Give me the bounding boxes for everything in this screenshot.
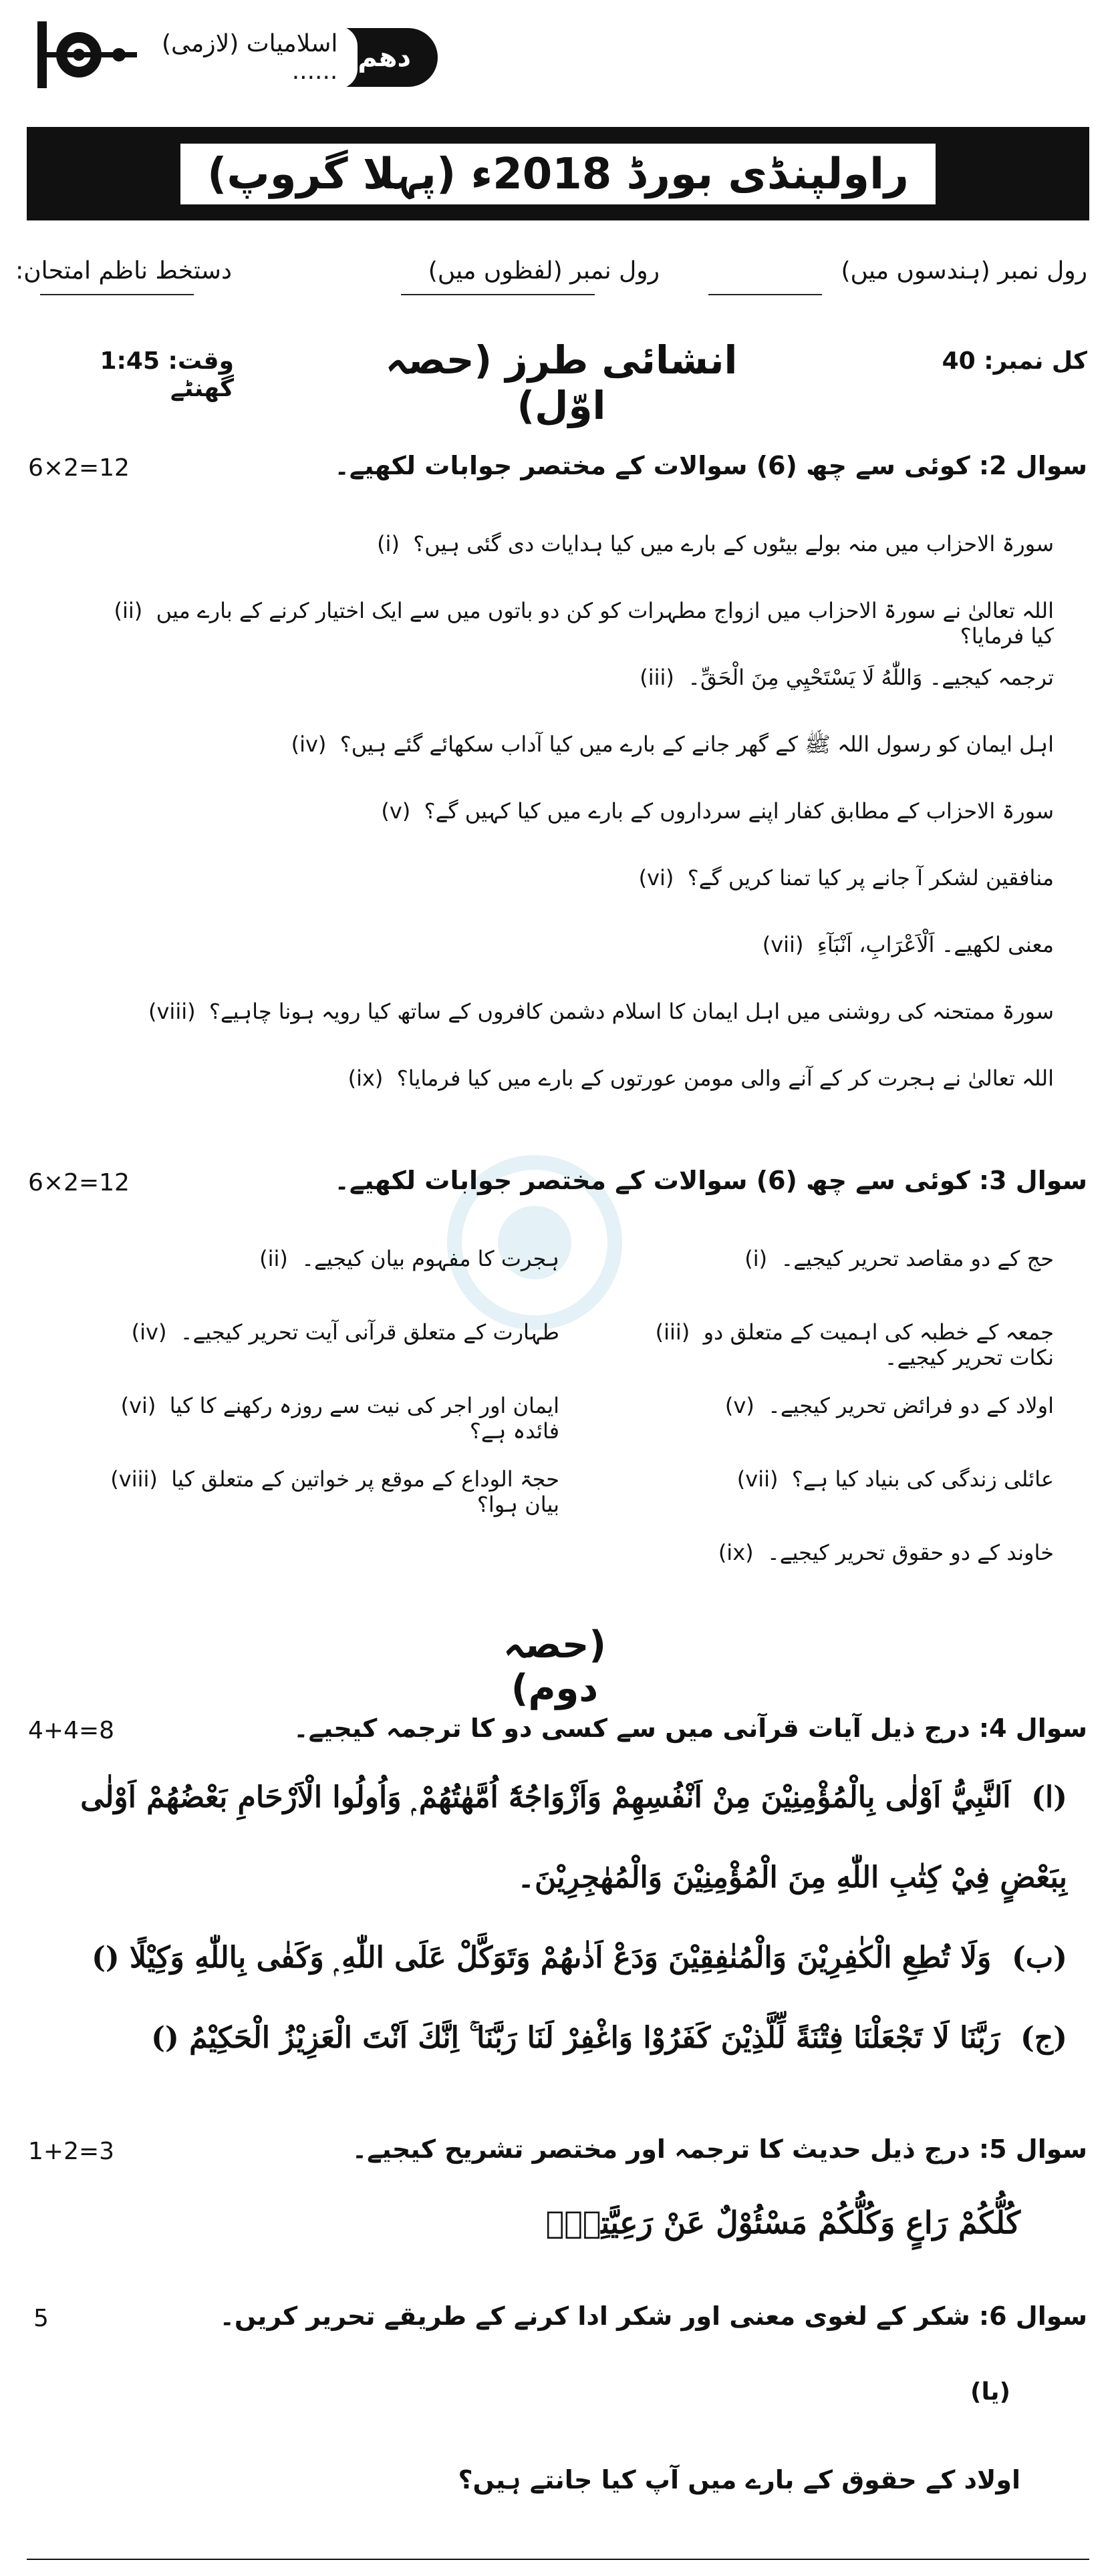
q3-item: (ix) خاوند کے دو حقوق تحریر کیجیے۔ xyxy=(718,1540,1054,1565)
roll-words-label: رول نمبر (لفظوں میں) xyxy=(428,257,660,285)
verse-a: (ا) اَلنَّبِيُّ اَوْلٰى بِالْمُؤْمِنِيْنَ مِنْ اَنْفُسِهِمْ وَاَزْوَاجُهٗٓ اُمَّهٰتُهُمْ ۭ وَاُولُوا الْاَرْحَامِ بَعْضُهُمْ اَوْلٰى xyxy=(80,1780,1067,1814)
q2-item: (ix) اللہ تعالیٰ نے ہجرت کر کے آنے والی مومن عورتوں کے بارے میں کیا فرمایا؟ xyxy=(347,1066,1054,1091)
subject-label: اسلامیات (لازمی) ...... xyxy=(137,26,358,89)
q2-item: (v) سورۃ الاحزاب کے مطابق کفار اپنے سرداروں کے بارے میں کیا کہیں گے؟ xyxy=(381,798,1054,824)
q2-item: (vii) معنی لکھیے۔ اَلْاَعْرَابِ، اَنْبَآءِ xyxy=(762,932,1054,957)
q3-marks: 6×2=12 xyxy=(28,1169,130,1196)
q3-item: (ii) ہجرت کا مفہوم بیان کیجیے۔ xyxy=(259,1246,559,1271)
ornament-icon xyxy=(32,15,152,95)
q3-item: (vii) عائلی زندگی کی بنیاد کیا ہے؟ xyxy=(736,1466,1054,1492)
roll-digits-label: رول نمبر (ہندسوں میں) xyxy=(841,257,1087,285)
total-marks: کل نمبر: 40 xyxy=(942,347,1087,375)
q2-marks: 6×2=12 xyxy=(28,454,130,482)
roll-digits-line[interactable] xyxy=(708,294,822,295)
q2-heading: سوال 2: کوئی سے چھ (6) سوالات کے مختصر جوابات لکھیے۔ xyxy=(334,451,1087,480)
examiner-sign-label: دستخط ناظم امتحان: xyxy=(15,257,232,285)
q5-heading: سوال 5: درج ذیل حدیث کا ترجمہ اور مختصر تشریح کیجیے۔ xyxy=(352,2134,1087,2164)
verse-c: (ج) رَبَّنَا لَا تَجْعَلْنَا فِتْنَةً لِّلَّذِيْنَ كَفَرُوْا وَاغْفِرْ لَنَا رَبَّنَا ۚ اِنَّكَ اَنْتَ الْعَزِيْزُ الْحَكِيْمُ () xyxy=(151,2021,1067,2055)
bottom-rule xyxy=(27,2559,1089,2560)
q3-item: (i) حج کے دو مقاصد تحریر کیجیے۔ xyxy=(744,1246,1054,1271)
board-title: راولپنڈی بورڈ 2018ء (پہلا گروپ) xyxy=(180,144,936,204)
q4-heading: سوال 4: درج ذیل آیات قرآنی میں سے کسی دو کا ترجمہ کیجیے۔ xyxy=(293,1714,1087,1743)
q6-alternative: اولاد کے حقوق کے بارے میں آپ کیا جانتے ہیں؟ xyxy=(458,2465,1020,2494)
q6-heading: سوال 6: شکر کے لغوی معنی اور شکر ادا کرنے کے طریقے تحریر کریں۔ xyxy=(219,2301,1087,2331)
q3-item: (vi) ایمان اور اجر کی نیت سے روزہ رکھنے کا کیا فائدہ ہے؟ xyxy=(120,1393,559,1444)
q5-marks: 1+2=3 xyxy=(28,2138,115,2165)
q4-marks: 4+4=8 xyxy=(28,1717,115,1744)
part2-title: (حصہ دوم) xyxy=(503,1623,606,1710)
q2-item: (viii) سورۃ ممتحنہ کی روشنی میں اہل ایمان کا اسلام دشمن کافروں کے ساتھ کیا رویہ ہونا چاہیے؟ xyxy=(148,999,1054,1024)
q3-item: (viii) حجۃ الوداع کے موقع پر خواتین کے متعلق کیا بیان ہوا؟ xyxy=(110,1466,559,1517)
verse-b: (ب) وَلَا تُطِعِ الْكٰفِرِيْنَ وَالْمُنٰفِقِيْنَ وَدَعْ اَذٰىهُمْ وَتَوَكَّلْ عَلَى اللّٰهِ ۭ وَكَفٰى بِاللّٰهِ وَكِيْلًا () xyxy=(92,1941,1067,1975)
q2-item: (vi) منافقین لشکر آ جانے پر کیا تمنا کریں گے؟ xyxy=(638,865,1054,891)
q2-item: (ii) اللہ تعالیٰ نے سورۃ الاحزاب میں ازواج مطہرات کو کن دو باتوں میں سے ایک اختیار کرنے کے بارے میں کیا فرمایا؟ xyxy=(114,598,1054,649)
q3-heading: سوال 3: کوئی سے چھ (6) سوالات کے مختصر جوابات لکھیے۔ xyxy=(334,1166,1087,1195)
grade-label: دھم xyxy=(358,42,411,73)
q2-item: (iv) اہل ایمان کو رسول اللہ ﷺ کے گھر جانے کے بارے میں کیا آداب سکھائے گئے ہیں؟ xyxy=(291,732,1054,757)
board-banner xyxy=(27,127,1089,220)
q3-item: (iii) جمعہ کے خطبہ کی اہمیت کے متعلق دو نکات تحریر کیجیے۔ xyxy=(655,1319,1054,1370)
q2-item: (iii) ترجمہ کیجیے۔ وَاللّٰهُ لَا يَسْتَحْيِي مِنَ الْحَقِّ۔ xyxy=(640,665,1054,690)
roll-words-line[interactable] xyxy=(401,294,595,295)
or-label: (یا) xyxy=(970,2378,1010,2406)
q6-marks: 5 xyxy=(33,2305,49,2332)
verse-a-cont: بِبَعْضٍ فِيْ كِتٰبِ اللّٰهِ مِنَ الْمُؤْمِنِيْنَ وَالْمُهٰجِرِيْنَ۔ xyxy=(517,1861,1067,1895)
examiner-sign-line[interactable] xyxy=(40,294,194,295)
hadith-text: كُلُّكُمْ رَاعٍ وَكُلُّكُمْ مَسْئُوْلٌ عَنْ رَعِيَّتِهٖ۔ xyxy=(545,2205,1020,2241)
q2-item: (i) سورۃ الاحزاب میں منہ بولے بیٹوں کے بارے میں کیا ہدایات دی گئی ہیں؟ xyxy=(377,531,1054,556)
part1-title: انشائی طرز (حصہ اوّل) xyxy=(385,337,738,428)
time-label: وقت: 1:45 گھنٹے xyxy=(100,347,234,402)
subject-pill xyxy=(137,28,438,87)
q3-item: (v) اولاد کے دو فرائض تحریر کیجیے۔ xyxy=(724,1393,1054,1418)
q3-item: (iv) طہارت کے متعلق قرآنی آیت تحریر کیجیے۔ xyxy=(131,1319,559,1345)
